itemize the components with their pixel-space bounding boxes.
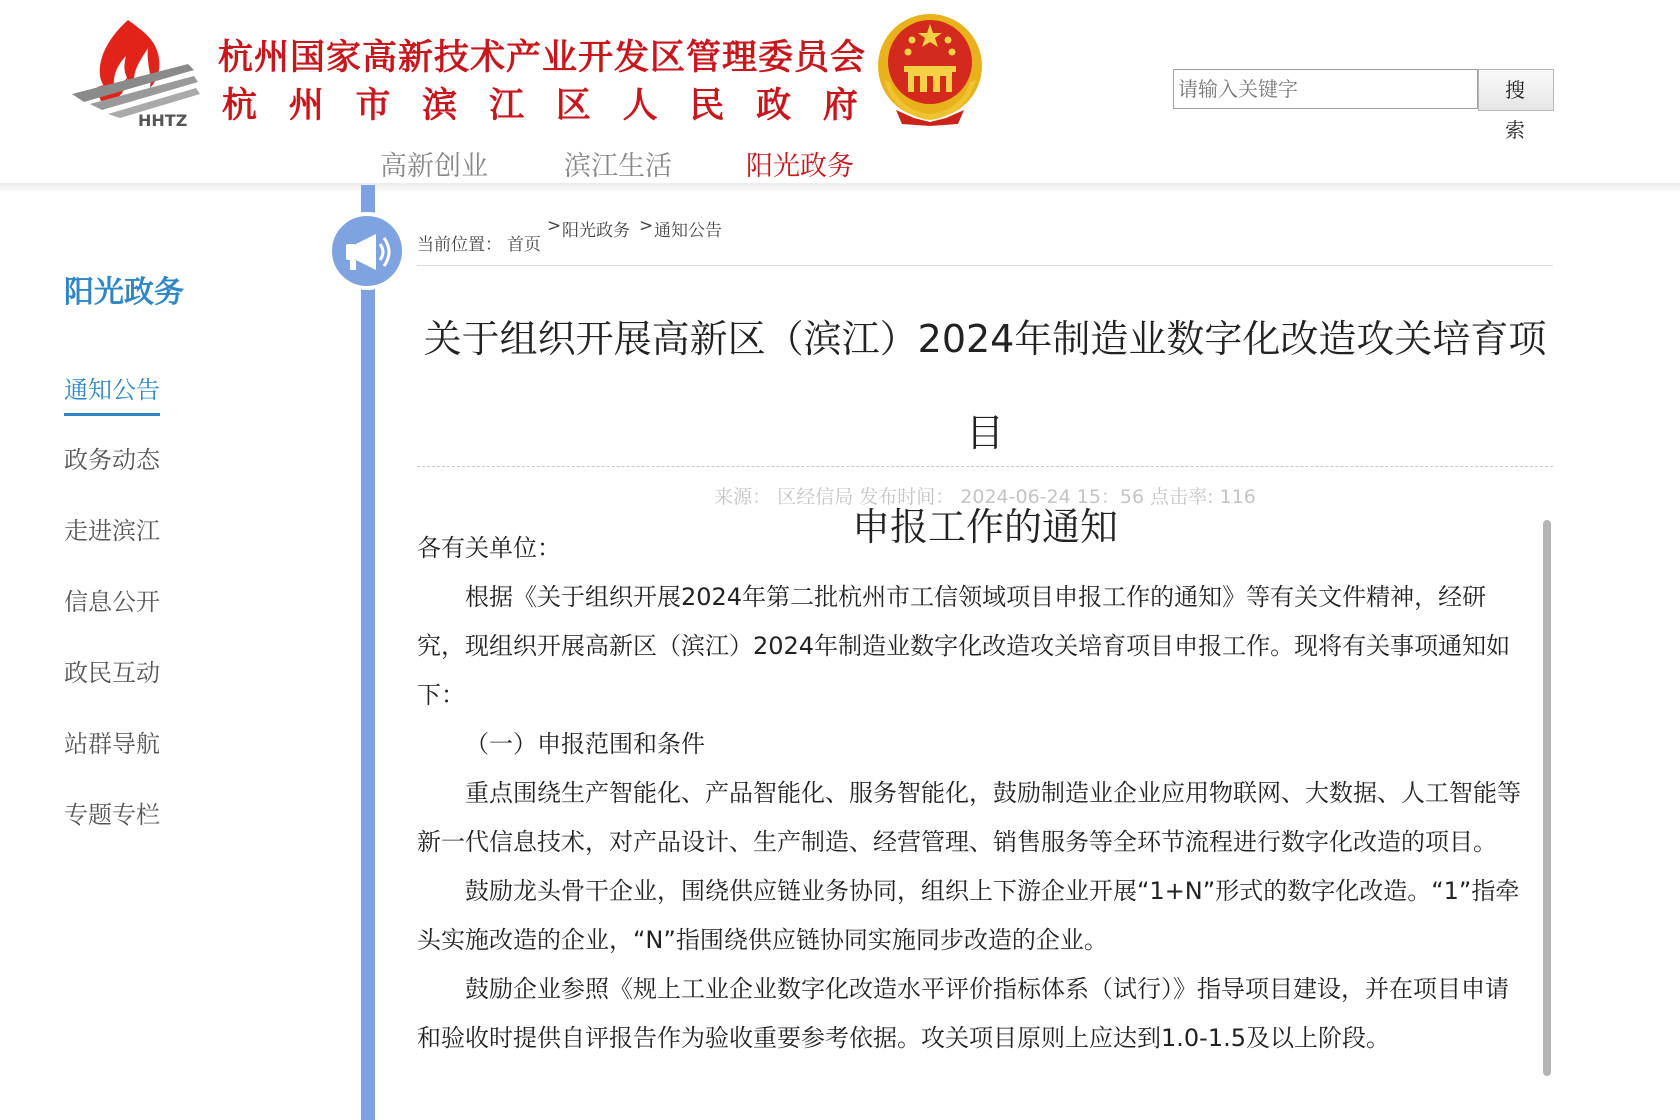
article-meta: 来源： 区经信局 发布时间： 2024-06-24 15：56 点击率: 116: [714, 486, 1256, 508]
sidebar-rail: [361, 185, 375, 1120]
breadcrumb-separator: >: [639, 216, 654, 236]
breadcrumb-separator: >: [547, 216, 562, 236]
org-name-char: 区: [555, 85, 591, 126]
breadcrumb-sunshine-gov[interactable]: 阳光政务: [562, 221, 630, 241]
article-title-line1: 关于组织开展高新区（滨江）2024年制造业数字化改造攻关培育项目: [423, 317, 1547, 455]
logo-text: HHTZ: [138, 111, 188, 128]
org-name-char: 杭: [222, 85, 258, 126]
search-button[interactable]: 搜 索: [1478, 69, 1554, 111]
sidebar-item-special-topics[interactable]: 专题专栏: [64, 801, 160, 829]
org-name-char: 市: [355, 85, 391, 126]
article-paragraph: 根据《关于组织开展2024年第二批杭州市工信领域项目申报工作的通知》等有关文件精神，经研究，现组织开展高新区（滨江）2024年制造业数字化改造攻关培育项目申报工作。现将有关事项通知如下：: [417, 583, 1511, 709]
breadcrumb-divider: [417, 265, 1553, 266]
nav-item-sunshine-gov[interactable]: 阳光政务: [746, 151, 854, 182]
nav-item-binjiang-life[interactable]: 滨江生活: [564, 151, 672, 182]
org-name-char: 府: [822, 85, 858, 126]
article-paragraph: 鼓励企业参照《规上工业企业数字化改造水平评价指标体系（试行）》指导项目建设，并在项目申请和验收时提供自评报告作为验收重要参考依据。攻关项目原则上应达到1.0-1.5及以上阶段。: [417, 975, 1509, 1052]
article-scrollbar[interactable]: [1543, 520, 1551, 1076]
site-header: [0, 0, 1680, 185]
org-name-char: 州: [288, 85, 324, 126]
breadcrumb-home[interactable]: 首页: [507, 235, 541, 255]
sidebar-item-gov-news[interactable]: 政务动态: [64, 446, 160, 474]
article-paragraph: 鼓励龙头骨干企业，围绕供应链业务协同，组织上下游企业开展“1+N”形式的数字化改造。“1”指牵头实施改造的企业，“N”指围绕供应链协同实施同步改造的企业。: [417, 877, 1520, 954]
title-divider: [417, 466, 1553, 467]
org-name-char: 江: [489, 85, 525, 126]
org-name-char: 民: [689, 85, 725, 126]
sidebar-item-about-binjiang[interactable]: 走进滨江: [64, 517, 160, 545]
org-name-char: 人: [622, 85, 658, 126]
org-name-char: 政: [756, 85, 792, 126]
sidebar-item-info-disclosure[interactable]: 信息公开: [64, 588, 160, 616]
header-shadow: [0, 183, 1680, 193]
article-body: [417, 524, 1532, 1063]
sidebar-item-notices[interactable]: 通知公告: [64, 370, 160, 416]
breadcrumb-prefix: 当前位置：: [417, 235, 502, 255]
megaphone-badge: [328, 212, 406, 290]
article-salutation: 各有关单位：: [417, 534, 561, 562]
sidebar-item-site-navigation[interactable]: 站群导航: [64, 730, 160, 758]
org-name-char: 滨: [422, 85, 458, 126]
national-emblem-icon: [874, 10, 986, 126]
article-section-heading: （一）申报范围和条件: [465, 730, 705, 758]
sidebar-item-public-interaction[interactable]: 政民互动: [64, 659, 160, 687]
nav-item-gaoxin[interactable]: 高新创业: [380, 151, 488, 182]
org-name-line1: 杭州国家高新技术产业开发区管理委员会: [218, 37, 867, 78]
article-title-line2: 申报工作的通知: [851, 505, 1118, 549]
breadcrumb-notices[interactable]: 通知公告: [654, 221, 722, 241]
search-input[interactable]: [1174, 70, 1477, 108]
article-paragraph: 重点围绕生产智能化、产品智能化、服务智能化，鼓励制造业企业应用物联网、大数据、人工智能等新一代信息技术，对产品设计、生产制造、经营管理、销售服务等全环节流程进行数字化改造的项目。: [417, 779, 1521, 856]
megaphone-icon: [332, 216, 402, 286]
sidebar-title: 阳光政务: [64, 275, 184, 310]
search-box: [1173, 69, 1478, 109]
hhtz-logo-icon[interactable]: [68, 18, 204, 128]
org-name-line2: [222, 78, 858, 128]
